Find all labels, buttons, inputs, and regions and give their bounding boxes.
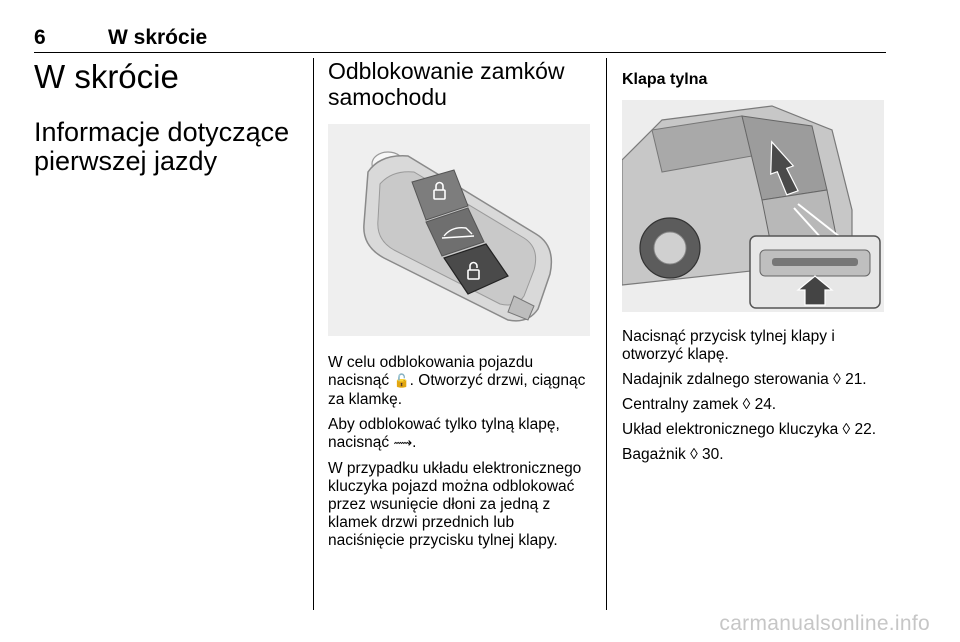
crossref-luggage: Bagażnik ◊ 30. — [622, 446, 724, 463]
tailgate-icon: ⟿ — [393, 436, 413, 451]
tailgate-illustration — [622, 100, 884, 312]
key-fob-drawing — [328, 124, 590, 336]
key-fob-illustration — [328, 124, 590, 336]
paragraph-electronic-key: W przypadku układu elektronicznego kluczyka pojazd można odblokować przez wsunięcie dłoni za jedną z klamek drzwi przednich lub naciśnięcie przycisku tylnej klapy. — [328, 460, 582, 549]
tailgate-drawing — [622, 100, 884, 312]
column-divider — [313, 58, 314, 610]
crossref-electronic-key: Układ elektronicznego kluczyka ◊ 22. — [622, 421, 877, 438]
running-head: W skrócie — [108, 26, 208, 49]
unlock-icon: 🔓 — [393, 374, 410, 389]
watermark: carmanualsonline.info — [719, 612, 930, 635]
column-2 — [328, 58, 590, 557]
chapter-title: W skrócie — [34, 58, 179, 95]
section-title: Informacje dotyczące pierwszej jazdy — [34, 117, 290, 176]
crossref-remote-control: Nadajnik zdalnego sterowania ◊ 21. — [622, 371, 867, 388]
page-number: 6 — [34, 26, 46, 49]
crossref-central-locking: Centralny zamek ◊ 24. — [622, 396, 777, 413]
paragraph-unlock: W celu odblokowania pojazdu nacisnąć 🔓. Otworzyć drzwi, ciągnąc za klamkę. — [328, 354, 586, 408]
column-1 — [34, 58, 304, 176]
column-divider — [606, 58, 607, 610]
column-3 — [622, 58, 884, 471]
paragraph-open-tailgate: Nacisnąć przycisk tylnej klapy i otworzyć klapę. — [622, 328, 835, 363]
page-header — [34, 26, 886, 53]
paragraph-tailgate-unlock: Aby odblokować tylko tylną klapę, nacisnąć ⟿. — [328, 416, 560, 451]
section-heading-unlocking: Odblokowanie zamków samochodu — [328, 58, 565, 110]
section-heading-tailgate: Klapa tylna — [622, 71, 708, 88]
